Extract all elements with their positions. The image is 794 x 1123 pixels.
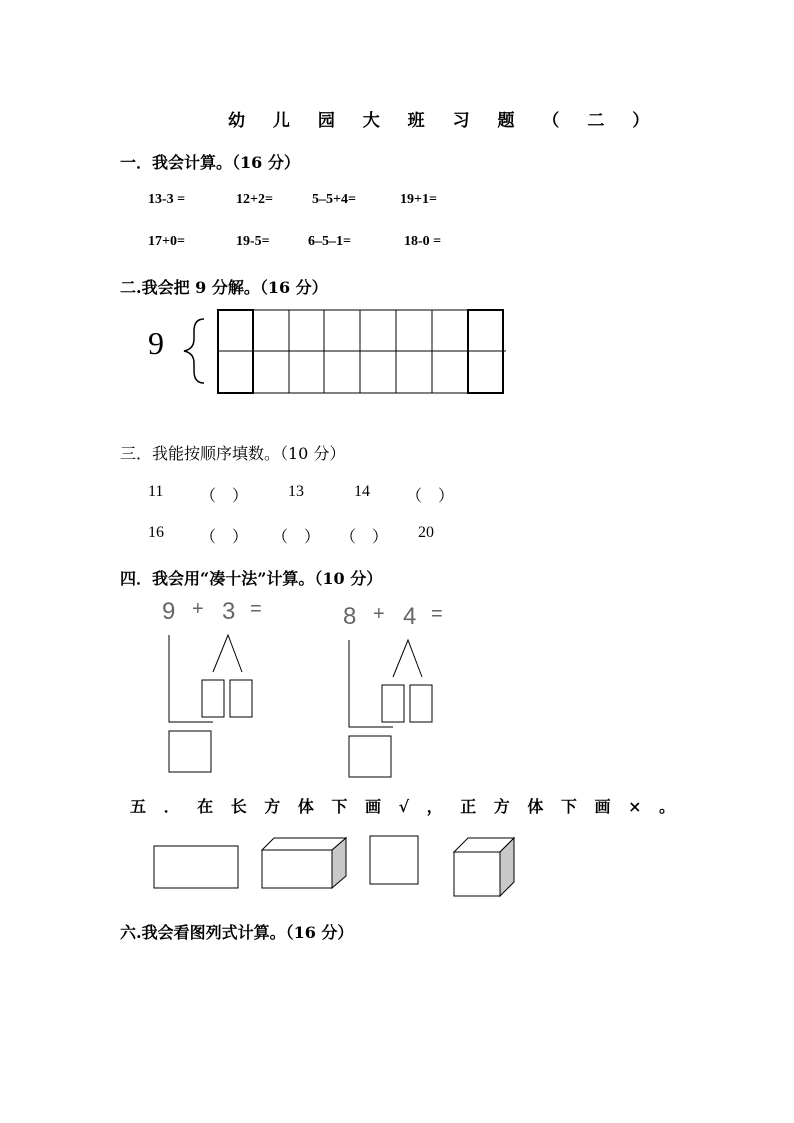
- section-4-heading: 四．我会用“凑十法”计算。（10 分）: [120, 569, 383, 588]
- plus-sign: +: [192, 598, 204, 620]
- sequence-number: 13: [288, 483, 304, 500]
- make-ten-diagram: [160, 625, 270, 780]
- answer-blank[interactable]: （ ）: [272, 529, 321, 546]
- answer-blank[interactable]: （ ）: [340, 529, 389, 546]
- sequence-number: 11: [148, 483, 164, 500]
- answer-blank[interactable]: （ ）: [406, 488, 455, 505]
- rectangle-shape: [154, 846, 238, 888]
- decomposition-grid: [180, 305, 510, 400]
- operand-a: 8: [343, 603, 357, 630]
- sequence-number: 20: [418, 524, 434, 541]
- operand-a: 9: [162, 598, 176, 625]
- expression: 6–5–1=: [308, 234, 351, 249]
- equals-sign: =: [250, 598, 262, 620]
- section-1-heading: 一．我会计算。（16 分）: [120, 153, 300, 172]
- operand-b: 3: [222, 598, 236, 625]
- cuboid-shape: [262, 838, 346, 888]
- sequence-number: 16: [148, 524, 164, 541]
- section-6-heading: 六.我会看图列式计算。（16 分）: [120, 923, 354, 942]
- expression: 18-0 =: [404, 234, 442, 249]
- answer-blank[interactable]: （ ）: [200, 529, 249, 546]
- plus-sign: +: [373, 603, 385, 625]
- expression: 5–5+4=: [312, 192, 356, 207]
- expression: 19+1=: [400, 192, 437, 207]
- equals-sign: =: [431, 603, 443, 625]
- expression: 13-3 =: [148, 192, 186, 207]
- sequence-number: 14: [354, 483, 370, 500]
- answer-blank[interactable]: （ ）: [200, 488, 249, 505]
- section-2-heading: 二.我会把 9 分解。（16 分）: [120, 278, 328, 297]
- cube-shape: [454, 838, 514, 896]
- expression: 12+2=: [236, 192, 273, 207]
- shapes-row: [150, 832, 530, 902]
- expression: 17+0=: [148, 234, 185, 249]
- make-ten-diagram: [340, 630, 450, 785]
- section-5-heading: 五 ． 在 长 方 体 下 画 √ ， 正 方 体 下 画 × 。: [130, 797, 682, 816]
- brace-icon: [184, 319, 204, 383]
- decompose-number: 9: [148, 325, 164, 361]
- square-shape: [370, 836, 418, 884]
- section-3-heading: 三．我能按顺序填数。（10 分）: [120, 444, 346, 463]
- operand-b: 4: [403, 603, 417, 630]
- page-title: 幼 儿 园 大 班 习 题 （ 二 ）: [228, 111, 661, 131]
- expression: 19-5=: [236, 234, 270, 249]
